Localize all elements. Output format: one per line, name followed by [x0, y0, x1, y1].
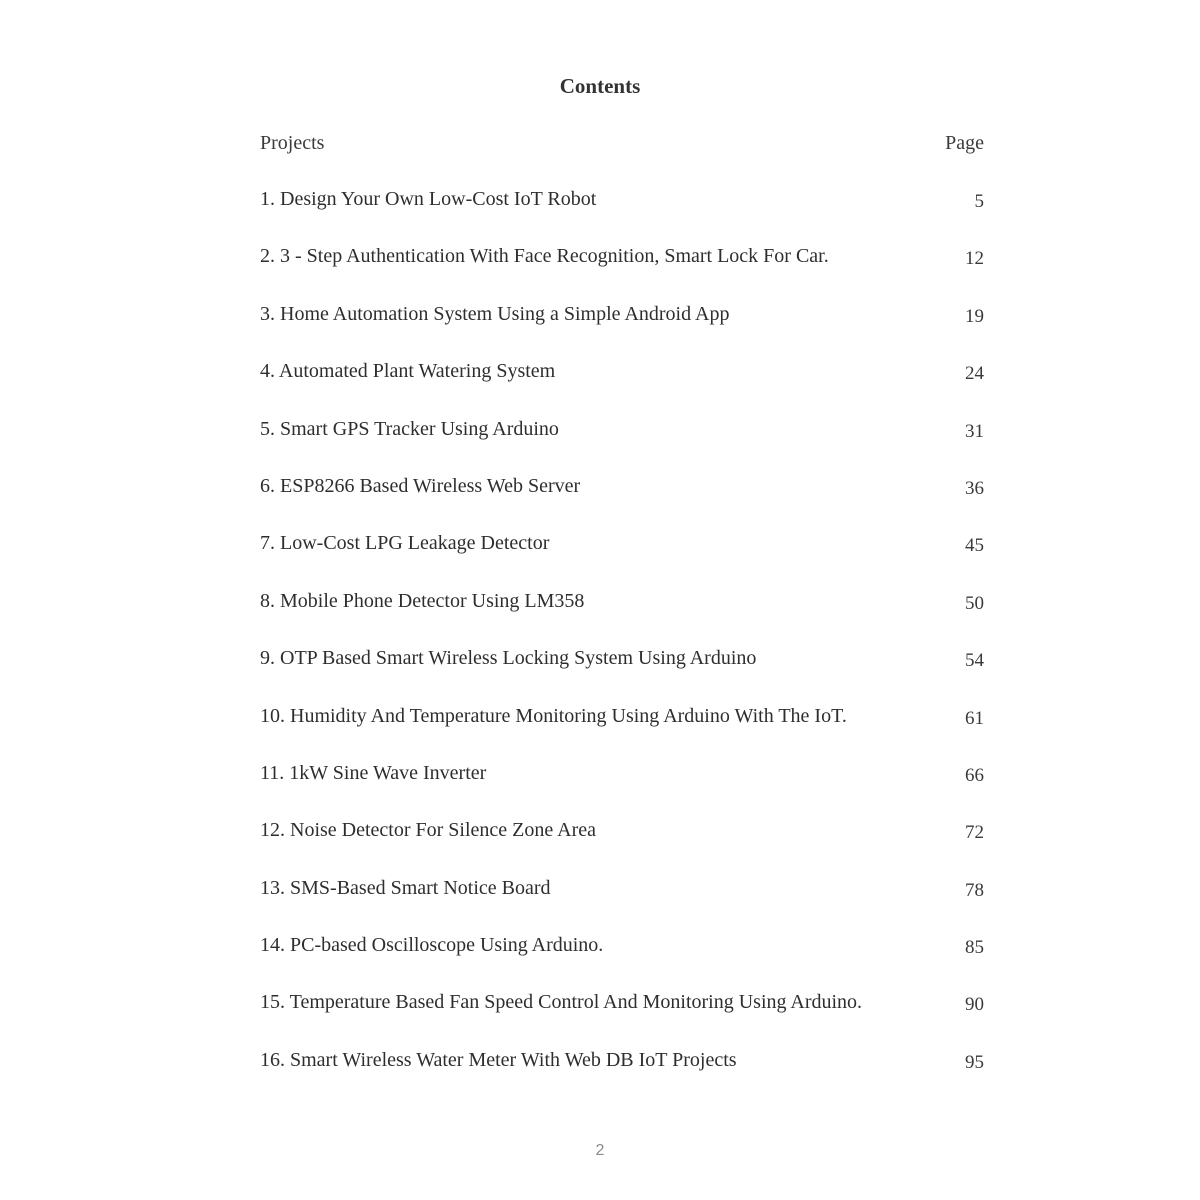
projects-column-header: Projects	[260, 132, 325, 154]
page-number: 2	[595, 1142, 605, 1159]
toc-entry-title: 10. Humidity And Temperature Monitoring Using Arduino With The IoT.	[260, 704, 847, 727]
toc-entry-page: 90	[965, 994, 984, 1016]
toc-entry	[260, 188, 984, 245]
toc-entry-page: 45	[965, 535, 984, 557]
toc-entry	[260, 991, 984, 1048]
toc-entry-page: 54	[965, 650, 984, 672]
toc-entry	[260, 1049, 984, 1106]
toc-entry	[260, 705, 984, 762]
toc-entry-title: 6. ESP8266 Based Wireless Web Server	[260, 474, 581, 497]
toc-entry-page: 36	[965, 477, 984, 499]
toc-entry-page: 24	[965, 363, 984, 385]
toc-entry	[260, 303, 984, 360]
toc-entry-title: 16. Smart Wireless Water Meter With Web DB IoT Projects	[260, 1048, 737, 1071]
toc-entry-title: 4. Automated Plant Watering System	[260, 360, 556, 383]
toc-entry-title: 11. 1kW Sine Wave Inverter	[260, 761, 487, 784]
toc-entry-title: 7. Low-Cost LPG Leakage Detector	[260, 532, 550, 555]
toc-entry-page: 50	[965, 592, 984, 614]
toc-entry-title: 14. PC-based Oscilloscope Using Arduino.	[260, 934, 604, 957]
toc-entry-title: 5. Smart GPS Tracker Using Arduino	[260, 417, 559, 440]
toc-entry-page: 78	[965, 879, 984, 901]
toc-entry	[260, 647, 984, 704]
toc-entry	[260, 360, 984, 417]
toc-entry-title: 3. Home Automation System Using a Simple Android App	[260, 302, 730, 325]
toc-entry-page: 12	[965, 248, 984, 270]
toc-entry-page: 5	[974, 191, 984, 212]
toc-entry	[260, 762, 984, 819]
toc-entry	[260, 934, 984, 991]
toc-header	[260, 132, 984, 160]
page-column-header: Page	[945, 132, 984, 154]
toc-entry-title: 1. Design Your Own Low-Cost IoT Robot	[260, 188, 597, 210]
toc-entry-title: 8. Mobile Phone Detector Using LM358	[260, 589, 585, 612]
toc-entry-title: 12. Noise Detector For Silence Zone Area	[260, 819, 597, 842]
toc-entry-title: 2. 3 - Step Authentication With Face Recognition, Smart Lock For Car.	[260, 245, 829, 268]
toc-entry-title: 15. Temperature Based Fan Speed Control And Monitoring Using Arduino.	[260, 991, 863, 1014]
table-of-contents	[260, 188, 984, 1106]
toc-entry-page: 85	[965, 937, 984, 959]
toc-entry	[260, 475, 984, 532]
toc-entry-page: 72	[965, 822, 984, 844]
toc-entry	[260, 877, 984, 934]
toc-entry	[260, 590, 984, 647]
toc-entry	[260, 245, 984, 302]
page-title: Contents	[559, 74, 641, 98]
toc-entry-page: 31	[965, 420, 984, 442]
toc-entry	[260, 532, 984, 589]
toc-entry-page: 61	[965, 707, 984, 729]
toc-entry	[260, 819, 984, 876]
toc-entry-title: 9. OTP Based Smart Wireless Locking System Using Arduino	[260, 647, 757, 670]
toc-entry	[260, 418, 984, 475]
toc-entry-page: 66	[965, 764, 984, 786]
toc-entry-page: 19	[965, 305, 984, 327]
toc-entry-title: 13. SMS-Based Smart Notice Board	[260, 876, 551, 899]
toc-entry-page: 95	[965, 1051, 984, 1073]
